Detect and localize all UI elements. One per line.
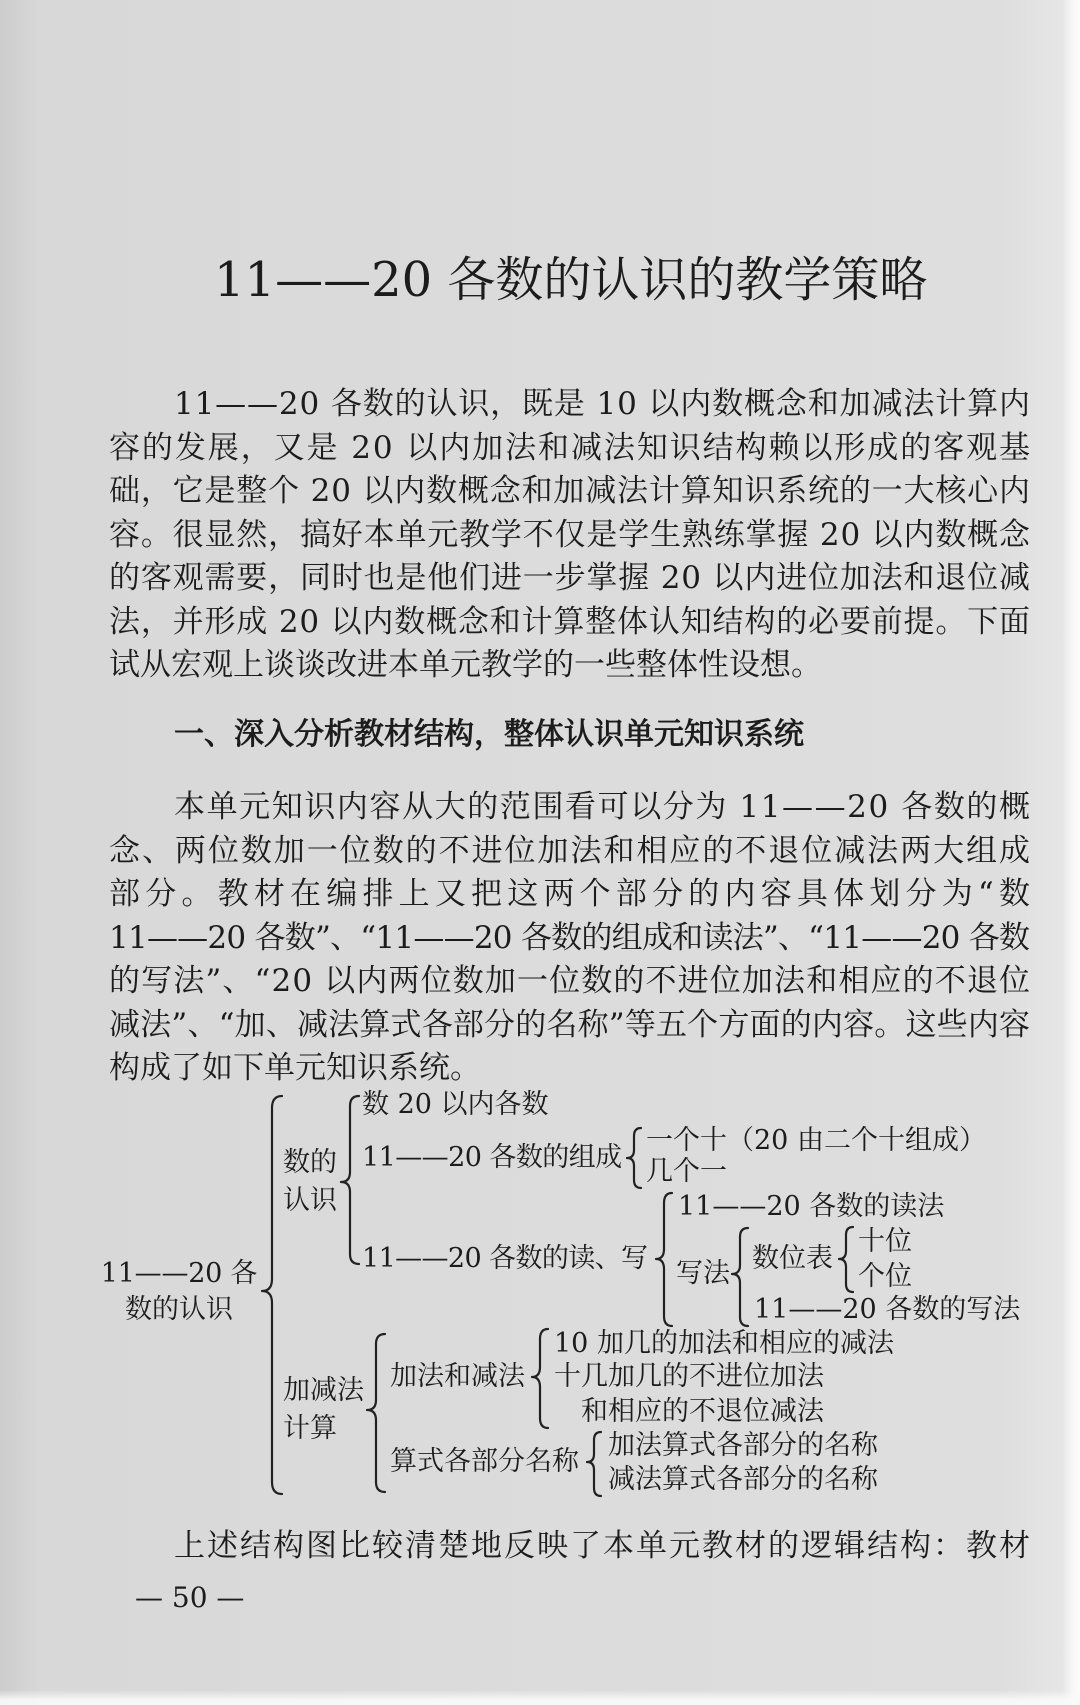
diagram-branch-label: 计算 bbox=[283, 1413, 337, 1444]
diagram-node-text: 一个十（20 由二个十组成） bbox=[646, 1125, 986, 1156]
diagram-node bbox=[390, 1360, 530, 1394]
diagram-node bbox=[752, 1242, 836, 1276]
diagram-node bbox=[646, 1124, 1026, 1158]
diagram-node-text: 和相应的不退位减法 bbox=[581, 1396, 824, 1427]
diagram-node-text: 数位表 bbox=[752, 1243, 833, 1274]
diagram-node bbox=[858, 1225, 918, 1259]
paragraph-1-line bbox=[109, 514, 1030, 558]
paragraph-1-line-text: 容。很显然，搞好本单元教学不仅是学生熟练掌握 20 以内数概念 bbox=[109, 516, 1031, 553]
diagram-branch-label: 加减法 bbox=[283, 1375, 364, 1406]
paragraph-2-line bbox=[109, 1047, 1030, 1091]
brace-add-subtract bbox=[532, 1329, 548, 1428]
brace-number-recognition bbox=[341, 1096, 359, 1264]
diagram-node-text: 11——20 各数的组成 bbox=[362, 1142, 622, 1173]
paragraph-1-line-text: 容的发展，又是 20 以内加法和减法知识结构赖以形成的客观基 bbox=[109, 429, 1032, 466]
diagram-node bbox=[362, 1242, 650, 1276]
paragraph-2-line bbox=[109, 1004, 1030, 1048]
diagram-node-text: 加法和减法 bbox=[390, 1361, 525, 1392]
brace-read-write bbox=[656, 1193, 672, 1326]
brace-writing bbox=[732, 1228, 748, 1326]
chapter-title bbox=[214, 251, 934, 309]
paragraph-3 bbox=[109, 1525, 1030, 1569]
diagram-root-text: 数的认识 bbox=[125, 1294, 233, 1325]
paragraph-2-line bbox=[109, 786, 1030, 830]
paragraph-2-line-text: 减法”、“加、减法算式各部分的名称”等五个方面的内容。这些内容 bbox=[109, 1006, 1031, 1043]
paragraph-1-line bbox=[109, 644, 1030, 688]
diagram-node bbox=[554, 1360, 874, 1394]
section-heading bbox=[174, 714, 854, 756]
paragraph-1 bbox=[109, 383, 1030, 688]
paragraph-2-line bbox=[109, 917, 1030, 961]
diagram-root-text: 11——20 各 bbox=[100, 1258, 258, 1289]
diagram-node bbox=[581, 1395, 881, 1429]
diagram-node bbox=[554, 1327, 974, 1361]
diagram-node bbox=[390, 1445, 582, 1479]
paragraph-3-line-text: 上述结构图比较清楚地反映了本单元教材的逻辑结构：教材 bbox=[174, 1528, 1032, 1564]
diagram-node-text: 10 加几的加法和相应的减法 bbox=[554, 1328, 894, 1359]
diagram-node-text: 个位 bbox=[858, 1261, 912, 1292]
paragraph-1-line-text: 试从宏观上谈谈改进本单元教学的一些整体性设想。 bbox=[109, 647, 822, 683]
diagram-branch-label: 数的 bbox=[283, 1147, 337, 1178]
diagram-branch-number-recognition bbox=[283, 1146, 339, 1180]
paragraph-3-line bbox=[109, 1525, 1030, 1569]
diagram-node bbox=[676, 1257, 732, 1291]
paragraph-2-line-text: 部分。教材在编排上又把这两个部分的内容具体划分为“数 bbox=[109, 876, 1036, 912]
diagram-node-text: 算式各部分名称 bbox=[390, 1446, 579, 1477]
paragraph-2-line-text: 构成了如下单元知识系统。 bbox=[109, 1050, 481, 1086]
diagram-node bbox=[678, 1190, 1008, 1224]
paragraph-1-line-text: 11——20 各数的认识，既是 10 以内数概念和加减法计算内 bbox=[174, 386, 1031, 422]
diagram-node-text: 写法 bbox=[676, 1258, 730, 1289]
chapter-title-text: 11——20 各数的认识的教学策略 bbox=[214, 252, 928, 308]
paragraph-1-line-text: 法，并形成 20 以内数概念和计算整体认知结构的必要前提。下面 bbox=[109, 603, 1031, 640]
paragraph-2-line-text: 的写法”、“20 以内两位数加一位数的不进位加法和相应的不退位 bbox=[109, 963, 1032, 999]
diagram-node bbox=[362, 1088, 612, 1122]
diagram-node bbox=[858, 1260, 918, 1294]
paragraph-1-line bbox=[109, 470, 1030, 514]
paragraph-2-line-text: 本单元知识内容从大的范围看可以分为 11——20 各数的概 bbox=[174, 789, 1032, 825]
paragraph-1-line bbox=[109, 383, 1030, 427]
diagram-node bbox=[646, 1155, 746, 1189]
paragraph-2-line-text: 11——20 各数”、“11——20 各数的组成和读法”、“11——20 各数 bbox=[109, 919, 1030, 956]
diagram-node bbox=[362, 1141, 624, 1175]
diagram-branch-calculation bbox=[283, 1374, 365, 1408]
paragraph-1-line-text: 础，它是整个 20 以内数概念和加减法计算知识系统的一大核心内 bbox=[109, 473, 1031, 509]
section-heading-text: 一、深入分析教材结构，整体认识单元知识系统 bbox=[174, 717, 804, 752]
diagram-node-text: 11——20 各数的读、写 bbox=[362, 1243, 648, 1274]
paragraph-2-line bbox=[109, 873, 1036, 917]
diagram-node-text: 减法算式各部分的名称 bbox=[608, 1464, 878, 1495]
brace-root bbox=[262, 1096, 282, 1494]
diagram-node-text: 十位 bbox=[858, 1226, 912, 1257]
paragraph-2-line bbox=[109, 830, 1030, 874]
diagram-node-text: 几个一 bbox=[646, 1156, 727, 1187]
diagram-node-text: 加法算式各部分的名称 bbox=[608, 1430, 878, 1461]
paragraph-1-line bbox=[109, 557, 1030, 601]
paragraph-2-line bbox=[109, 960, 1030, 1004]
brace-formula-names bbox=[587, 1432, 601, 1496]
page-number bbox=[135, 1581, 275, 1615]
diagram-node bbox=[608, 1463, 928, 1497]
paragraph-1-line bbox=[109, 427, 1030, 471]
diagram-node bbox=[608, 1429, 928, 1463]
brace-composition bbox=[627, 1128, 641, 1188]
diagram-root-line bbox=[100, 1293, 258, 1327]
diagram-node-text: 11——20 各数的读法 bbox=[678, 1191, 945, 1222]
paragraph-1-line-text: 的客观需要，同时也是他们进一步掌握 20 以内进位加法和退位减 bbox=[109, 560, 1031, 596]
paragraph-2-line-text: 念、两位数加一位数的不进位加法和相应的不退位减法两大组成 bbox=[109, 832, 1032, 869]
diagram-root-line bbox=[100, 1257, 258, 1291]
diagram-node-text: 11——20 各数的写法 bbox=[754, 1294, 1021, 1325]
page-number-text: — 50 — bbox=[135, 1581, 245, 1614]
paragraph-1-line bbox=[109, 601, 1030, 645]
brace-place-value bbox=[839, 1227, 853, 1292]
diagram-node bbox=[754, 1293, 1044, 1327]
paragraph-2 bbox=[109, 786, 1036, 1091]
diagram-branch-calculation bbox=[283, 1412, 365, 1446]
diagram-branch-label: 认识 bbox=[283, 1185, 337, 1216]
brace-calculation bbox=[367, 1334, 385, 1492]
diagram-node-text: 十几加几的不进位加法 bbox=[554, 1361, 824, 1392]
diagram-branch-number-recognition bbox=[283, 1184, 339, 1218]
diagram-node-text: 数 20 以内各数 bbox=[362, 1089, 549, 1120]
